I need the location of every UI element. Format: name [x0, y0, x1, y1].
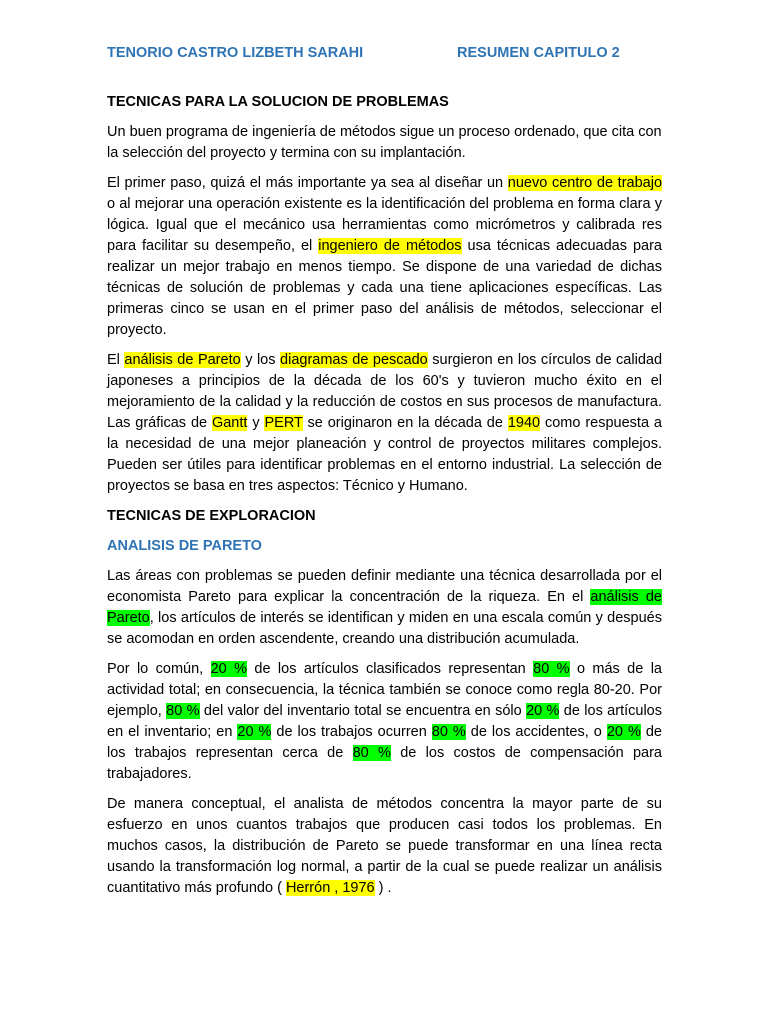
text-run: o al mejorar una operación existente es la identificación del problema en forma clara y lógica. Igual que el mecánico usa herramientas como micrómetros y calibrada res para facilitar su desempeño, el: [107, 196, 662, 254]
paragraph: [107, 794, 662, 899]
highlighted-text: nuevo centro de trabajo: [507, 175, 663, 191]
highlighted-text: 80 %: [166, 703, 200, 719]
text-run: de los trabajos ocurren: [271, 724, 432, 740]
highlighted-text: análisis de Pareto: [124, 352, 241, 368]
text-run: o más de la actividad total; en consecuencia, la técnica también se conoce como regla 80-20. Por ejemplo,: [107, 661, 662, 719]
paragraph: [107, 350, 662, 497]
text-run: y los: [240, 352, 281, 368]
text-run: del valor del inventario total se encuentra en sólo: [199, 703, 527, 719]
highlighted-text: diagramas de pescado: [280, 352, 428, 368]
paragraph: Un buen programa de ingeniería de métodos sigue un proceso ordenado, que cita con la selección del proyecto y termina con su implantación.: [107, 124, 662, 161]
paragraph: [107, 659, 662, 785]
text-run: El primer paso, quizá el más importante ya sea al diseñar un: [107, 175, 508, 191]
paragraph: [107, 173, 662, 341]
highlighted-text: 20 %: [606, 724, 641, 740]
highlighted-text: 80 %: [431, 724, 466, 740]
text-run: ) .: [374, 880, 392, 896]
text-run: se originaron en la década de: [302, 415, 508, 431]
text-run: Las áreas con problemas se pueden definir mediante una técnica desarrollada por el economista Pareto para explicar la concentración de la riqueza. En el: [107, 568, 662, 605]
highlighted-text: análisis de Pareto: [107, 589, 662, 626]
highlighted-text: 20 %: [237, 724, 272, 740]
text-run: usa técnicas adecuadas para realizar un mejor trabajo en menos tiempo. Se dispone de una variedad de dichas técnicas de solución de problemas y cada una tiene aplicaciones específicas. Las primeras cinco se usan en el primer paso del análisis de métodos, seleccionar el proyecto.: [107, 238, 662, 338]
highlighted-text: 20 %: [526, 703, 560, 719]
highlighted-text: 1940: [507, 415, 541, 431]
text-run: El: [107, 352, 125, 368]
text-run: surgieron en los círculos de calidad japoneses a principios de la década de los 60's y tuvieron mucho éxito en el mejoramiento de la calidad y la reducción de costos en sus procesos de manufactura. Las gráficas de: [107, 352, 663, 431]
paragraph: [107, 566, 662, 650]
subsection-title: ANALISIS DE PARETO: [107, 538, 262, 554]
text-run: de los trabajos representan cerca de: [107, 724, 662, 761]
highlighted-text: Herrón , 1976: [285, 880, 375, 896]
text-run: de los artículos en el inventario; en: [107, 703, 662, 740]
chapter-title: RESUMEN CAPITULO 2: [457, 45, 620, 61]
highlighted-text: 80 %: [352, 745, 391, 761]
document-body: [107, 92, 662, 908]
text-run: de los accidentes, o: [465, 724, 607, 740]
text-run: Por lo común,: [107, 661, 211, 677]
highlighted-text: Gantt: [211, 415, 248, 431]
text-run: de los costos de compensación para trabajadores.: [107, 745, 662, 782]
highlighted-text: ingeniero de métodos: [318, 238, 462, 254]
text-run: y: [247, 415, 265, 431]
text-run: como respuesta a la necesidad de una mejor planeación y control de proyectos militares complejos. Pueden ser útiles para identificar problemas en el entorno industrial. La selección de proyectos se basa en tres aspectos: Técnico y Humano.: [107, 415, 662, 494]
author-name: TENORIO CASTRO LIZBETH SARAHI: [107, 45, 364, 61]
highlighted-text: 80 %: [533, 661, 570, 677]
text-run: De manera conceptual, el analista de métodos concentra la mayor parte de su esfuerzo en unos cuantos trabajos que producen casi todos los problemas. En muchos casos, la distribución de Pareto se puede transformar en una línea recta usando la transformación log normal, a partir de la cual se puede realizar un análisis cuantitativo más profundo (: [107, 796, 662, 896]
text-run: , los artículos de interés se identifican y miden en una escala común y después se acomodan en orden ascendente, creando una distribución acumulada.: [107, 610, 662, 647]
highlighted-text: PERT: [264, 415, 303, 431]
section-title: TECNICAS DE EXPLORACION: [107, 508, 316, 524]
text-run: de los artículos clasificados representan: [247, 661, 534, 677]
section-title: TECNICAS PARA LA SOLUCION DE PROBLEMAS: [107, 94, 449, 110]
highlighted-text: 20 %: [210, 661, 247, 677]
